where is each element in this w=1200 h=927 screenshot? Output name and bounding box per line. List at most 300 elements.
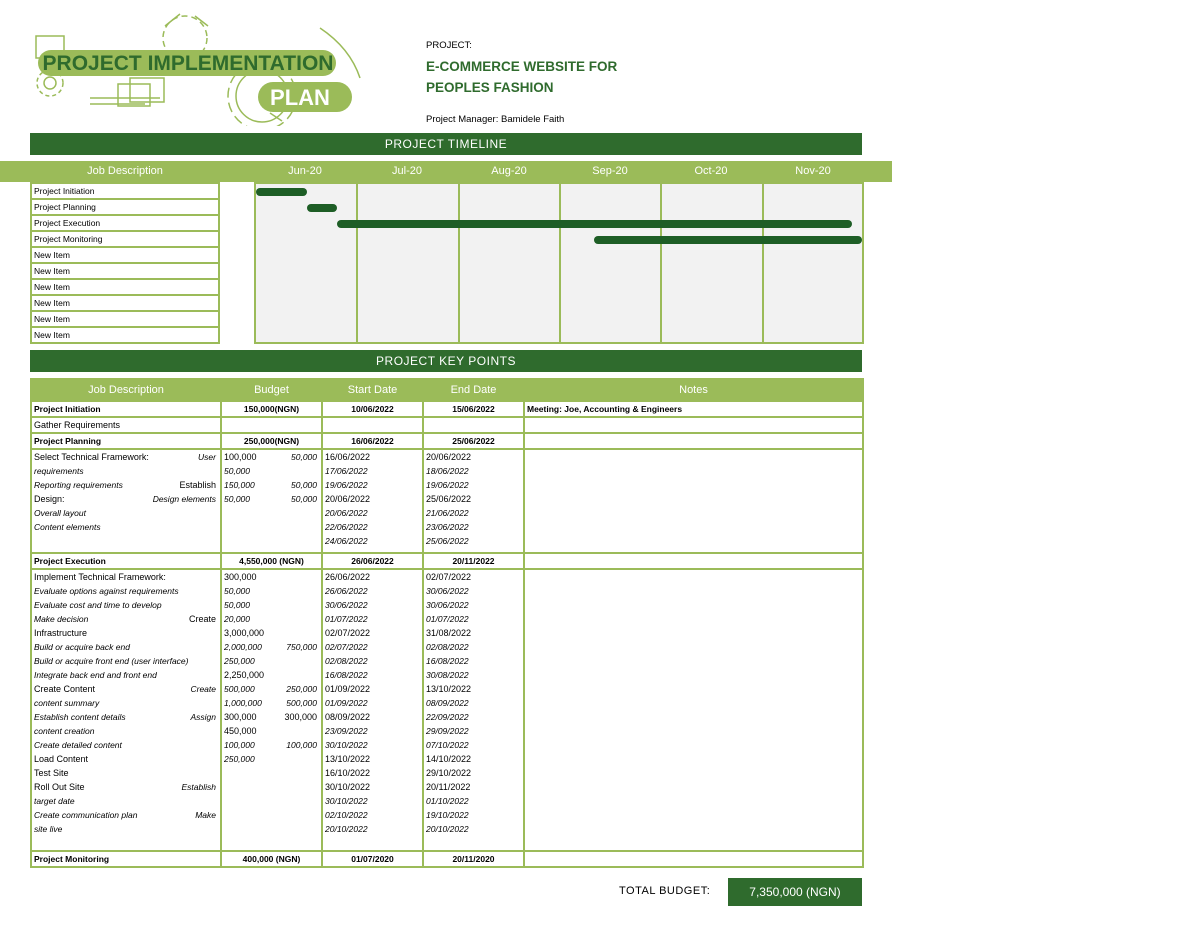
cell-line-text: 30/08/2022 (426, 670, 469, 680)
cell-line (325, 724, 420, 738)
cell-line (34, 506, 218, 520)
table-row (31, 553, 863, 569)
cell-line (34, 654, 218, 668)
cell-line-right-text: Assign (190, 712, 216, 722)
execution-start-cell (322, 569, 423, 851)
column-header: Notes (524, 379, 863, 401)
timeline-task: New Item (30, 264, 220, 280)
start-date-cell: 01/07/2020 (322, 851, 423, 867)
cell-line-right-text: 50,000 (291, 494, 317, 504)
cell-line (325, 794, 420, 808)
cell-line-text: Implement Technical Framework: (34, 572, 166, 582)
cell-lines (34, 570, 218, 836)
column-header: Budget (221, 379, 322, 401)
cell-line (224, 696, 319, 710)
cell-line (325, 696, 420, 710)
column-header: End Date (423, 379, 524, 401)
month-header: Aug-20 (491, 165, 527, 177)
timeline-task: Project Execution (30, 216, 220, 232)
cell-line-text: 01/10/2022 (426, 796, 469, 806)
cell-line-text: 23/09/2022 (325, 726, 368, 736)
cell-line (325, 738, 420, 752)
cell-line (224, 752, 319, 766)
budget-cell (221, 417, 322, 433)
cell-line (325, 752, 420, 766)
job-cell: Project Monitoring (31, 851, 221, 867)
cell-line (34, 668, 218, 682)
notes-cell (524, 851, 863, 867)
month-header: Jul-20 (392, 165, 422, 177)
cell-line-text: Make decision (34, 614, 89, 624)
cell-line (426, 724, 521, 738)
cell-line (224, 626, 319, 640)
cell-line (426, 696, 521, 710)
total-budget-label: TOTAL BUDGET: (619, 885, 711, 897)
start-date-cell: 16/06/2022 (322, 433, 423, 449)
cell-line (34, 450, 218, 464)
month-header: Oct-20 (694, 165, 728, 177)
cell-line-text: 25/06/2022 (426, 494, 472, 504)
end-date-cell: 20/11/2022 (423, 553, 524, 569)
cell-line (426, 506, 521, 520)
cell-line (34, 752, 218, 766)
table-row (31, 401, 863, 417)
start-date-cell: 26/06/2022 (322, 553, 423, 569)
start-date-cell: 10/06/2022 (322, 401, 423, 417)
cell-line-text: 16/08/2022 (325, 670, 368, 680)
cell-line (34, 682, 218, 696)
gantt-bar (256, 188, 307, 196)
cell-line-text: 02/10/2022 (325, 810, 368, 820)
cell-line-text: 50,000 (224, 466, 250, 476)
job-cell: Project Planning (31, 433, 221, 449)
cell-line-text: 450,000 (224, 726, 257, 736)
cell-line-text: Infrastructure (34, 628, 88, 638)
cell-line-text: 20/11/2022 (426, 782, 471, 792)
cell-line-text: 30/10/2022 (325, 796, 368, 806)
cell-line (34, 570, 218, 584)
cell-line (34, 640, 218, 654)
budget-cell: 400,000 (NGN) (221, 851, 322, 867)
cell-line (34, 738, 218, 752)
cell-line-text: 500,000 (224, 684, 255, 694)
cell-line (224, 478, 319, 492)
cell-line-text: 14/10/2022 (426, 754, 472, 764)
cell-line-text: 25/06/2022 (426, 536, 469, 546)
gantt-grid-divider (356, 184, 358, 342)
cell-line (34, 598, 218, 612)
table-header-row (31, 379, 863, 401)
cell-line-text: Overall layout (34, 508, 86, 518)
cell-line (224, 612, 319, 626)
table-row (31, 433, 863, 449)
job-cell: Gather Requirements (31, 417, 221, 433)
cell-line-text: 01/07/2022 (325, 614, 368, 624)
cell-line (426, 570, 521, 584)
end-date-cell (423, 417, 524, 433)
gantt-bar (307, 204, 337, 212)
cell-line-text: 20/06/2022 (426, 452, 472, 462)
cell-line (426, 710, 521, 724)
cell-line-text: 250,000 (224, 656, 255, 666)
timeline-task: New Item (30, 280, 220, 296)
cell-line-right-text: Create (190, 684, 216, 694)
month-header: Sep-20 (592, 165, 628, 177)
cell-line-text: 20/06/2022 (325, 508, 368, 518)
timeline-task: Project Planning (30, 200, 220, 216)
cell-line (426, 612, 521, 626)
cell-line (325, 626, 420, 640)
cell-line-right-text: Establish (181, 782, 216, 792)
cell-lines (325, 450, 420, 548)
cell-line-text: Test Site (34, 768, 69, 778)
cell-line-text: 50,000 (224, 586, 250, 596)
cell-line (34, 478, 218, 492)
cell-line (325, 464, 420, 478)
timeline-task: New Item (30, 312, 220, 328)
cell-line (34, 520, 218, 534)
timeline-task: Project Initiation (30, 182, 220, 200)
cell-line-text: 30/06/2022 (325, 600, 368, 610)
gantt-bar (594, 236, 862, 244)
cell-line-text: 300,000 (224, 572, 257, 582)
cell-line-text: 22/09/2022 (426, 712, 469, 722)
cell-lines (224, 450, 319, 506)
cell-line (34, 794, 218, 808)
cell-line (325, 640, 420, 654)
cell-line (325, 534, 420, 548)
cell-line-text: Select Technical Framework: (34, 452, 149, 462)
cell-line-text: content creation (34, 726, 95, 736)
cell-line-text: 08/09/2022 (325, 712, 371, 722)
cell-line (325, 570, 420, 584)
cell-line-right-text: 50,000 (291, 452, 317, 462)
planning-end-cell (423, 449, 524, 553)
cell-line-text: 31/08/2022 (426, 628, 472, 638)
cell-line-text: 02/08/2022 (426, 642, 469, 652)
cell-line-text: 3,000,000 (224, 628, 265, 638)
cell-line-text: 01/09/2022 (325, 684, 371, 694)
cell-line (426, 682, 521, 696)
cell-lines (426, 570, 521, 836)
gantt-grid-divider (559, 184, 561, 342)
cell-line (325, 598, 420, 612)
project-implementation-plan-logo (30, 8, 380, 126)
cell-line-text: Load Content (34, 754, 89, 764)
cell-line-right-text: 250,000 (286, 684, 317, 694)
notes-cell: Meeting: Joe, Accounting & Engineers (524, 401, 863, 417)
logo-text-line1: PROJECT IMPLEMENTATION (42, 52, 334, 75)
cell-line-text: 17/06/2022 (325, 466, 368, 476)
project-title (426, 56, 617, 98)
cell-line-text: 16/10/2022 (325, 768, 371, 778)
notes-cell (524, 433, 863, 449)
end-date-cell: 15/06/2022 (423, 401, 524, 417)
cell-line (34, 492, 218, 506)
timeline-task: Project Monitoring (30, 232, 220, 248)
cell-line-text: 21/06/2022 (426, 508, 469, 518)
timeline-task: New Item (30, 296, 220, 312)
cell-line-text: 13/10/2022 (325, 754, 371, 764)
cell-line (325, 506, 420, 520)
cell-line-right-text: 300,000 (284, 712, 317, 722)
month-header: Jun-20 (288, 165, 322, 177)
cell-line (426, 626, 521, 640)
column-header: Job Description (31, 379, 221, 401)
cell-line (224, 710, 319, 724)
planning-budget-cell (221, 449, 322, 553)
planning-job-cell (31, 449, 221, 553)
column-header: Start Date (322, 379, 423, 401)
cell-line-text: 30/06/2022 (426, 600, 469, 610)
timeline-task: New Item (30, 328, 220, 344)
cell-line-text: Build or acquire front end (user interface) (34, 656, 189, 666)
job-cell: Project Initiation (31, 401, 221, 417)
cell-line (34, 584, 218, 598)
cell-line-text: 29/10/2022 (426, 768, 472, 778)
cell-line (426, 534, 521, 548)
cell-line-text: 20/10/2022 (426, 824, 469, 834)
cell-line-text: 50,000 (224, 494, 250, 504)
execution-end-cell (423, 569, 524, 851)
cell-line-text: 20/10/2022 (325, 824, 368, 834)
job-cell: Project Execution (31, 553, 221, 569)
cell-line-right-text: 50,000 (291, 480, 317, 490)
notes-cell (524, 569, 863, 851)
project-key-points-title: PROJECT KEY POINTS (30, 350, 862, 372)
cell-line-text: 30/10/2022 (325, 782, 371, 792)
cell-line-text: 2,000,000 (224, 642, 262, 652)
cell-line (426, 668, 521, 682)
cell-line-text: 29/09/2022 (426, 726, 469, 736)
cell-line-text: 23/06/2022 (426, 522, 469, 532)
cell-line-right-text: Design elements (152, 494, 216, 504)
cell-line (224, 584, 319, 598)
cell-line-text: 08/09/2022 (426, 698, 469, 708)
end-date-cell: 20/11/2020 (423, 851, 524, 867)
month-header: Nov-20 (795, 165, 831, 177)
project-title-line2: PEOPLES FASHION (426, 80, 554, 95)
notes-cell (524, 553, 863, 569)
cell-line (426, 780, 521, 794)
cell-line (426, 766, 521, 780)
project-timeline-title: PROJECT TIMELINE (30, 133, 862, 155)
table-row (31, 449, 863, 553)
execution-budget-cell (221, 569, 322, 851)
notes-cell (524, 417, 863, 433)
cell-line-right-text: 500,000 (286, 698, 317, 708)
cell-line-text: Create Content (34, 684, 96, 694)
cell-line (34, 780, 218, 794)
cell-line-text: 300,000 (224, 712, 257, 722)
total-budget-value: 7,350,000 (NGN) (728, 878, 862, 906)
cell-line (426, 464, 521, 478)
cell-line-text: 19/06/2022 (426, 480, 469, 490)
cell-line (325, 710, 420, 724)
cell-line (34, 766, 218, 780)
cell-line (426, 654, 521, 668)
cell-line (224, 654, 319, 668)
cell-line-text: 100,000 (224, 740, 255, 750)
cell-line-text: Evaluate cost and time to develop (34, 600, 162, 610)
cell-line-text: 100,000 (224, 452, 257, 462)
cell-line (325, 612, 420, 626)
cell-line (34, 626, 218, 640)
cell-line-text: 250,000 (224, 754, 255, 764)
cell-line-text: Build or acquire back end (34, 642, 130, 652)
cell-line (426, 808, 521, 822)
cell-line-text: site live (34, 824, 63, 834)
cell-line-right-text: 100,000 (286, 740, 317, 750)
cell-line-text: 01/07/2022 (426, 614, 469, 624)
cell-line-text: 16/06/2022 (325, 452, 371, 462)
execution-job-cell (31, 569, 221, 851)
cell-lines (224, 570, 319, 766)
gantt-bar (337, 220, 852, 228)
cell-line-text: requirements (34, 466, 84, 476)
cell-line (325, 766, 420, 780)
cell-line-right-text: Make (195, 810, 216, 820)
planning-start-cell (322, 449, 423, 553)
cell-line-text: Content elements (34, 522, 101, 532)
cell-line (325, 520, 420, 534)
timeline-job-header: Job Description (87, 165, 163, 177)
cell-line-text: 1,000,000 (224, 698, 262, 708)
cell-line-text: Reporting requirements (34, 480, 123, 490)
start-date-cell (322, 417, 423, 433)
cell-line-text: target date (34, 796, 75, 806)
cell-line (224, 598, 319, 612)
cell-line-text: content summary (34, 698, 100, 708)
cell-line-text: 07/10/2022 (426, 740, 469, 750)
cell-line-text: 02/07/2022 (426, 572, 472, 582)
cell-line (325, 654, 420, 668)
cell-line (224, 668, 319, 682)
cell-line (426, 794, 521, 808)
cell-line-text: 50,000 (224, 600, 250, 610)
cell-line (34, 696, 218, 710)
cell-line (426, 584, 521, 598)
cell-line-text: 30/10/2022 (325, 740, 368, 750)
cell-line-text: Integrate back end and front end (34, 670, 157, 680)
end-date-cell: 25/06/2022 (423, 433, 524, 449)
cell-line (34, 724, 218, 738)
timeline-task: New Item (30, 248, 220, 264)
cell-line (34, 612, 218, 626)
cell-line (426, 450, 521, 464)
cell-line-right-text: User (198, 452, 216, 462)
cell-line-text: 02/08/2022 (325, 656, 368, 666)
cell-line (325, 822, 420, 836)
cell-line-text: Roll Out Site (34, 782, 85, 792)
cell-line (426, 478, 521, 492)
cell-line (34, 464, 218, 478)
cell-line (224, 640, 319, 654)
cell-lines (34, 450, 218, 534)
cell-line (325, 492, 420, 506)
cell-line-text: 16/08/2022 (426, 656, 469, 666)
cell-line (325, 808, 420, 822)
cell-line (426, 822, 521, 836)
cell-line-text: 20/06/2022 (325, 494, 371, 504)
cell-line-text: 13/10/2022 (426, 684, 472, 694)
cell-line (325, 450, 420, 464)
cell-line (426, 492, 521, 506)
cell-line-right-text: 750,000 (286, 642, 317, 652)
cell-line (224, 738, 319, 752)
cell-line (224, 464, 319, 478)
cell-line (426, 520, 521, 534)
table-row (31, 851, 863, 867)
cell-line-text: 02/07/2022 (325, 642, 368, 652)
notes-cell (524, 449, 863, 553)
cell-line-text: 24/06/2022 (325, 536, 368, 546)
cell-line-text: 20,000 (224, 614, 250, 624)
cell-line (325, 780, 420, 794)
table-row (31, 417, 863, 433)
cell-line (325, 584, 420, 598)
cell-line-text: 01/09/2022 (325, 698, 368, 708)
timeline-header (0, 161, 892, 182)
cell-lines (426, 450, 521, 548)
budget-cell: 150,000(NGN) (221, 401, 322, 417)
key-points-table (30, 378, 864, 868)
gantt-grid-divider (762, 184, 764, 342)
cell-line (426, 640, 521, 654)
cell-line-text: 26/06/2022 (325, 572, 371, 582)
cell-line (224, 570, 319, 584)
cell-line (34, 808, 218, 822)
cell-line-text: Create communication plan (34, 810, 138, 820)
cell-line-text: 22/06/2022 (325, 522, 368, 532)
gantt-grid-divider (458, 184, 460, 342)
budget-cell: 250,000(NGN) (221, 433, 322, 449)
cell-line (426, 598, 521, 612)
cell-line-right-text: Create (188, 614, 216, 624)
table-row (31, 569, 863, 851)
cell-line-text: 2,250,000 (224, 670, 265, 680)
cell-line-text: 26/06/2022 (325, 586, 368, 596)
cell-line (224, 492, 319, 506)
cell-line (224, 682, 319, 696)
cell-line-text: 30/06/2022 (426, 586, 469, 596)
cell-line-text: Evaluate options against requirements (34, 586, 179, 596)
cell-line (426, 738, 521, 752)
cell-line (224, 724, 319, 738)
cell-line-right-text: Establish (179, 480, 216, 490)
gantt-grid (254, 182, 864, 344)
cell-lines (325, 570, 420, 836)
cell-line-text: Design: (34, 494, 65, 504)
cell-line-text: 19/06/2022 (325, 480, 368, 490)
cell-line-text: 19/10/2022 (426, 810, 469, 820)
cell-line (325, 682, 420, 696)
cell-line (325, 668, 420, 682)
cell-line (34, 710, 218, 724)
cell-line-text: Create detailed content (34, 740, 122, 750)
cell-line-text: 02/07/2022 (325, 628, 371, 638)
project-title-line1: E-COMMERCE WEBSITE FOR (426, 59, 618, 74)
project-manager: Project Manager: Bamidele Faith (426, 114, 565, 125)
logo-text-line2: PLAN (270, 85, 330, 110)
cell-line (34, 822, 218, 836)
cell-line-text: Establish content details (34, 712, 126, 722)
timeline-task-list (30, 182, 220, 344)
cell-line (224, 450, 319, 464)
cell-line-text: 18/06/2022 (426, 466, 469, 476)
cell-line-text: 150,000 (224, 480, 255, 490)
project-label: PROJECT: (426, 40, 472, 51)
